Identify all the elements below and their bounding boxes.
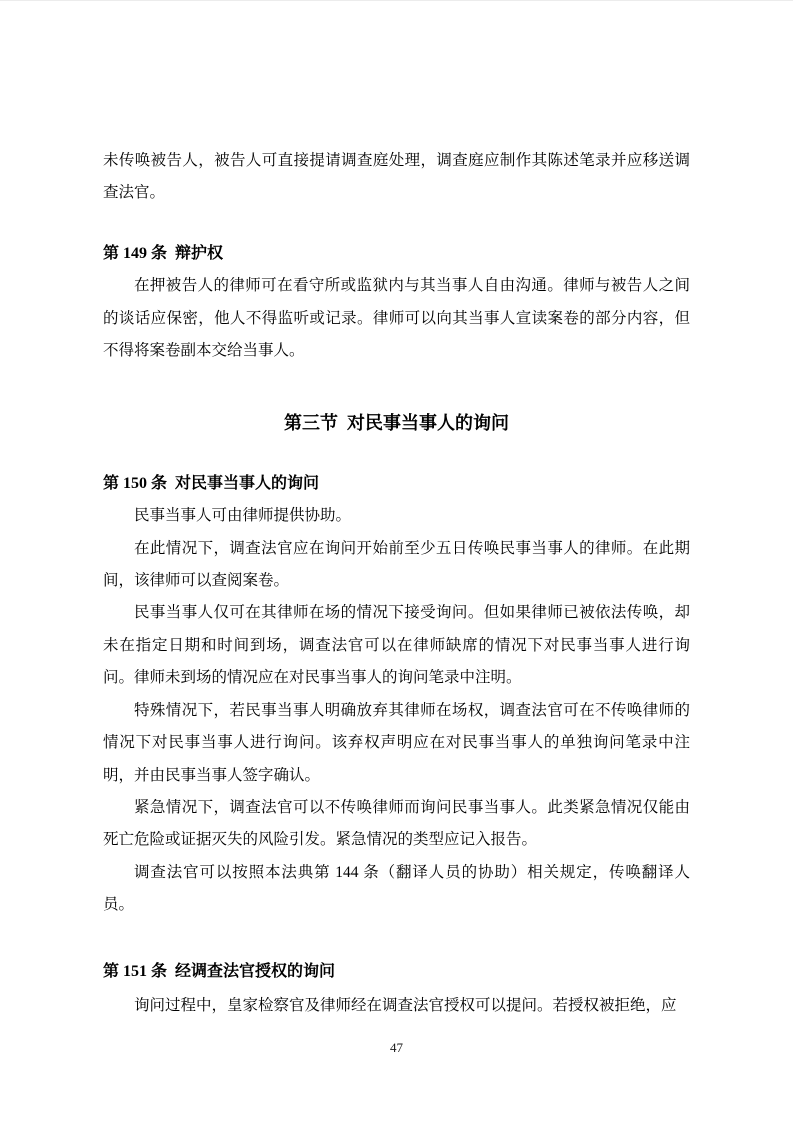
article-150-paragraph-3: 民事当事人仅可在其律师在场的情况下接受询问。但如果律师已被依法传唤，却未在指定日期和时间到场，调查法官可以在律师缺席的情况下对民事当事人进行询问。律师未到场的情况应在对民事当事人的询问笔录中注明。 — [103, 604, 690, 687]
article-151-heading: 第 151 条 经调查法官授权的询问 — [103, 962, 336, 980]
document-content — [103, 1, 690, 1022]
continuation-paragraph: 未传唤被告人，被告人可直接提请调查庭处理，调查庭应制作其陈述笔录并应移送调查法官。 — [103, 152, 690, 202]
article-151-paragraph: 询问过程中，皇家检察官及律师经在调查法官授权可以提问。若授权被拒绝，应 — [134, 996, 677, 1014]
section-3-heading: 第三节 对民事当事人的询问 — [284, 413, 509, 434]
article-150-paragraph-1: 民事当事人可由律师提供协助。 — [134, 507, 352, 525]
article-150-paragraph-6: 调查法官可以按照本法典第 144 条（翻译人员的协助）相关规定，传唤翻译人员。 — [103, 863, 690, 914]
article-150-paragraph-5: 紧急情况下，调查法官可以不传唤律师而询问民事当事人。此类紧急情况仅能由死亡危险或证据灭失的风险引发。紧急情况的类型应记入报告。 — [103, 798, 690, 849]
article-149-paragraph: 在押被告人的律师可在看守所或监狱内与其当事人自由沟通。律师与被告人之间的谈话应保密，他人不得监听或记录。律师可以向其当事人宣读案卷的部分内容，但不得将案卷副本交给当事人。 — [103, 277, 690, 360]
article-150-paragraph-4: 特殊情况下，若民事当事人明确放弃其律师在场权，调查法官可在不传唤律师的情况下对民事当事人进行询问。该弃权声明应在对民事当事人的单独询问笔录中注明，并由民事当事人签字确认。 — [103, 701, 690, 784]
article-150-paragraph-2: 在此情况下，调查法官应在询问开始前至少五日传唤民事当事人的律师。在此期间，该律师可以查阅案卷。 — [103, 539, 690, 590]
page-number: 47 — [390, 1040, 403, 1055]
article-149-heading: 第 149 条 辩护权 — [103, 244, 224, 262]
article-150-heading: 第 150 条 对民事当事人的询问 — [103, 474, 320, 492]
